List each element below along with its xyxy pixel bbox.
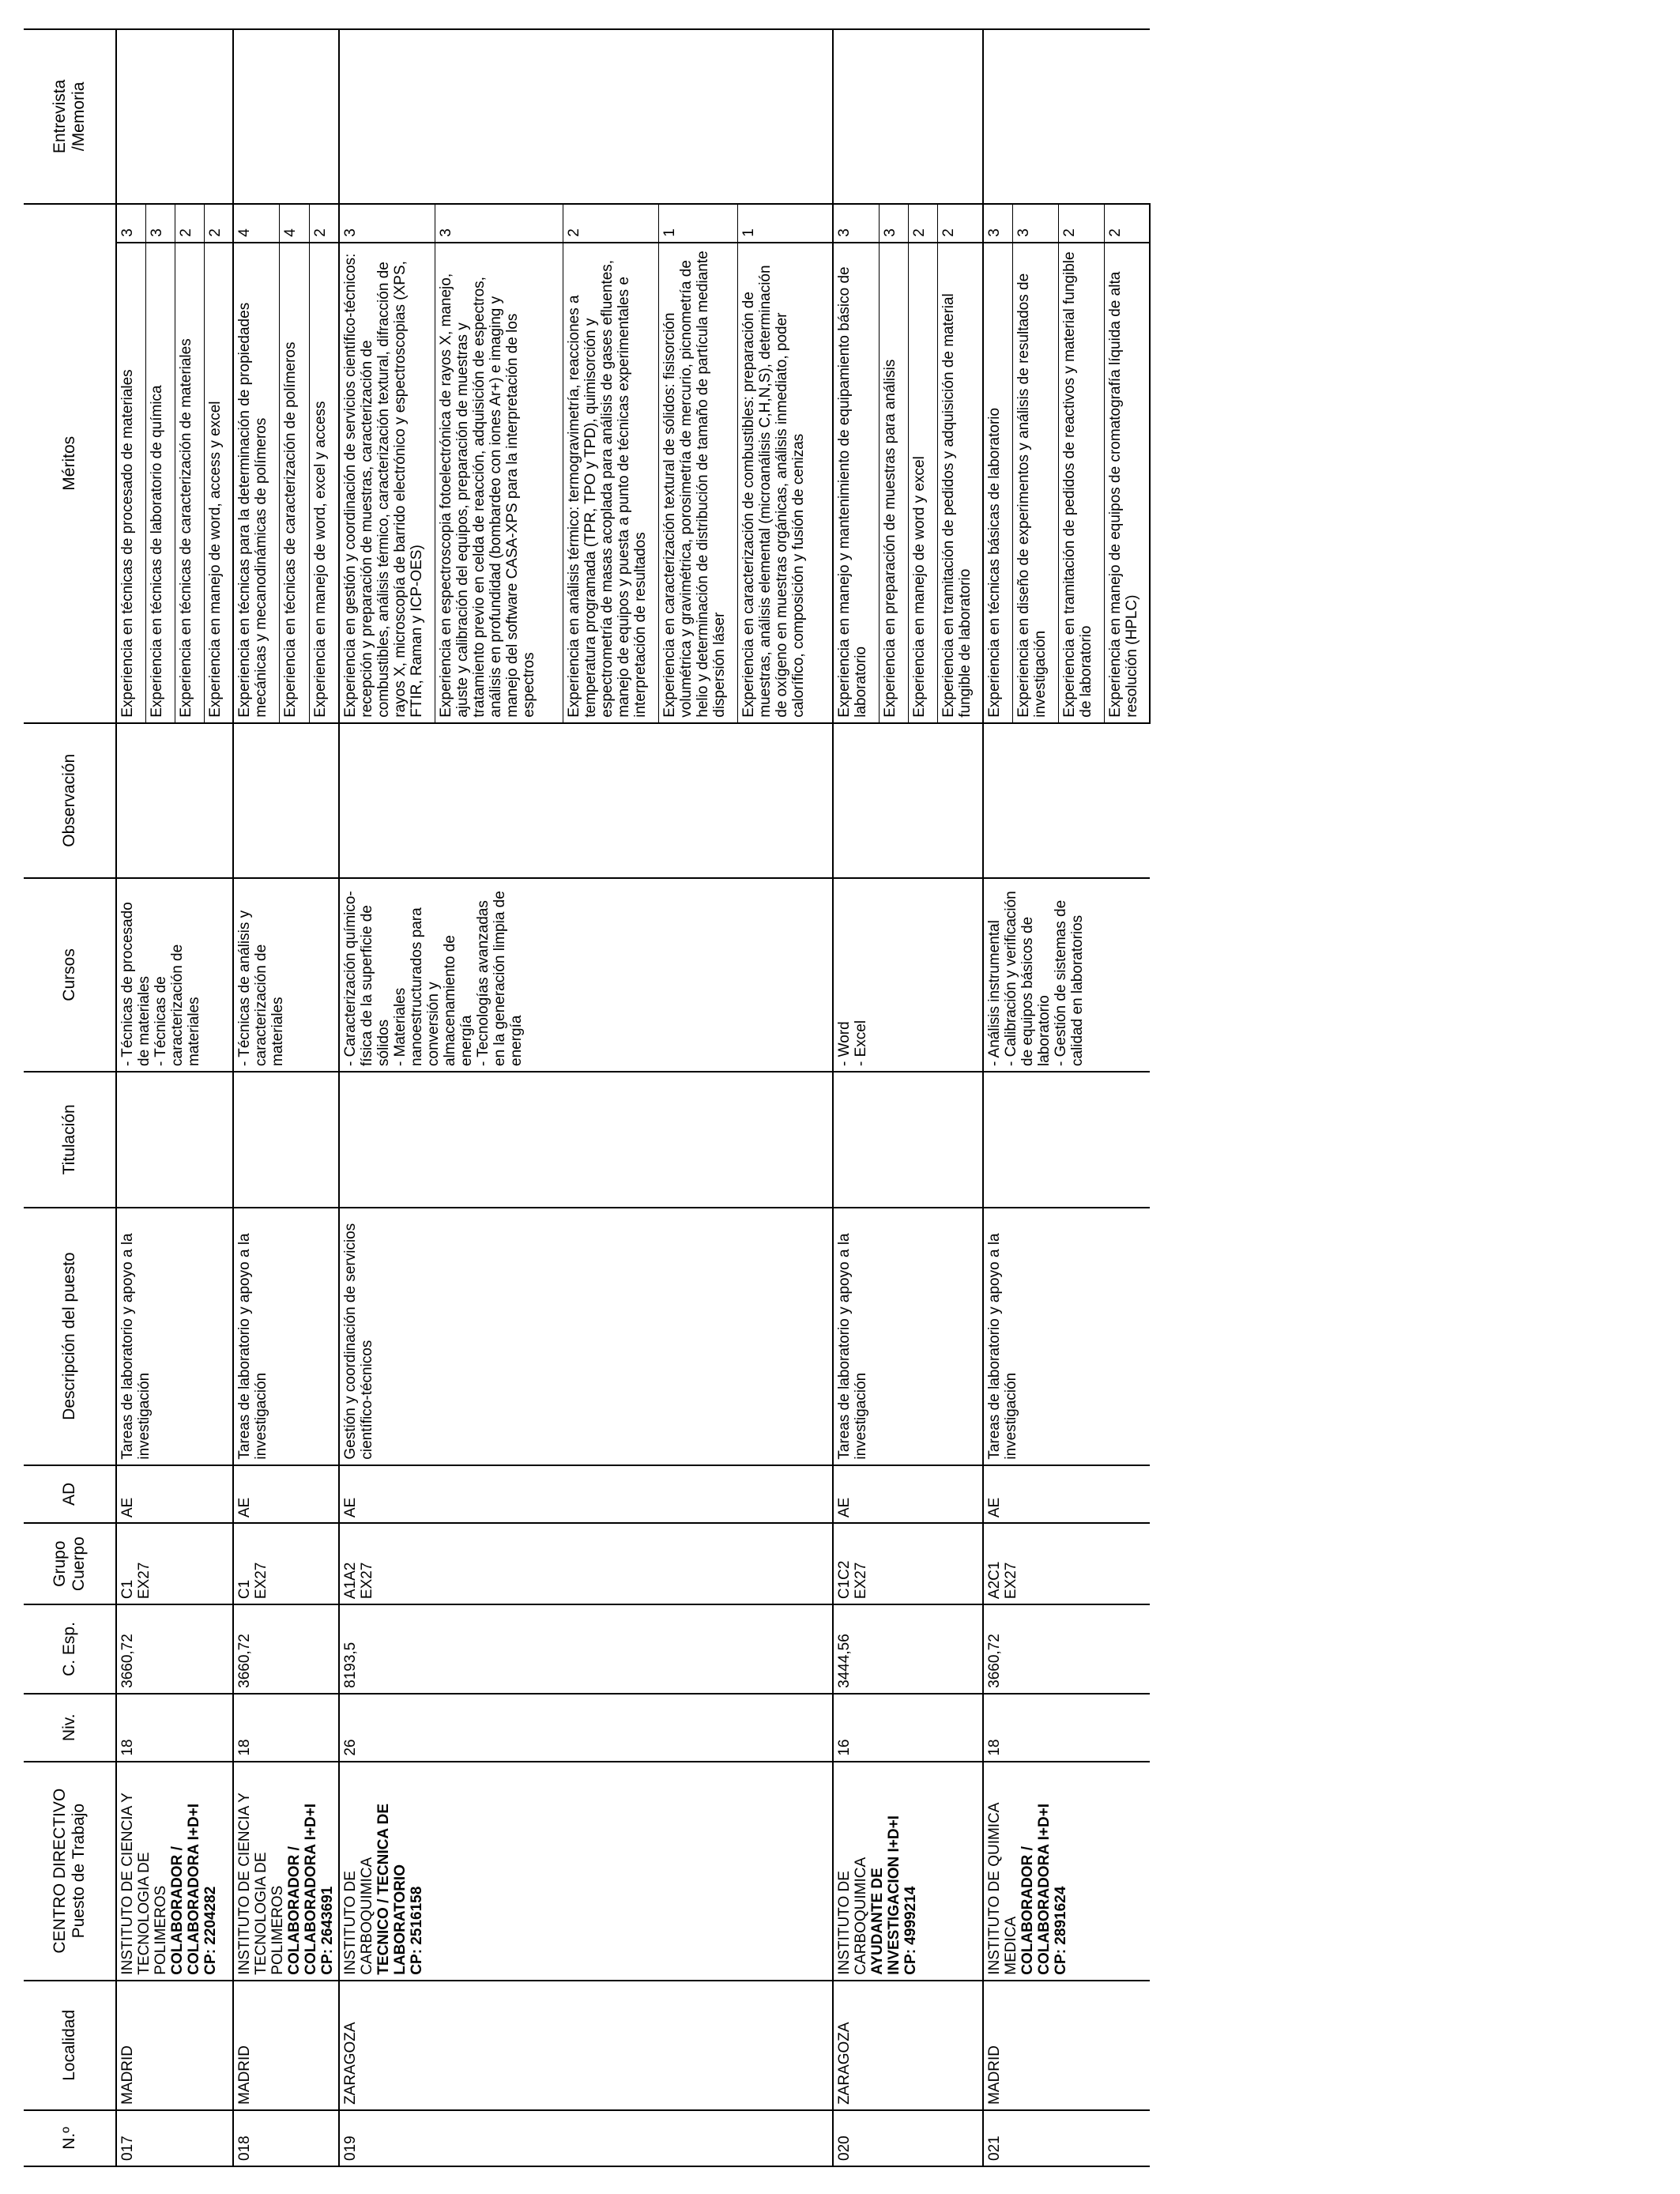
- cell-grupo: [233, 1523, 339, 1604]
- cell-localidad: MADRID: [116, 1981, 233, 2110]
- header-cesp: C. Esp.: [24, 1604, 116, 1694]
- merito-points: 2: [309, 204, 339, 243]
- cuerpo-value: EX27: [1003, 1562, 1019, 1600]
- puesto-name: TECNICO / TECNICA DE LABORATORIO: [375, 1803, 409, 1975]
- cell-localidad: ZARAGOZA: [833, 1981, 983, 2110]
- cell-num: 017: [116, 2110, 233, 2166]
- cell-observacion: [833, 723, 983, 878]
- cell-cursos: [983, 878, 1150, 1072]
- cell-localidad: ZARAGOZA: [339, 1981, 833, 2110]
- puesto-name: AYUDANTE DE INVESTIGACION I+D+I: [869, 1815, 902, 1975]
- merito-text: Experiencia en tramitación de pedidos y adquisición de material fungible de laboratorio: [937, 243, 983, 723]
- cell-niv: 18: [233, 1694, 339, 1762]
- cell-titulacion: [983, 1072, 1150, 1208]
- cell-grupo: [833, 1523, 983, 1604]
- merito-text: Experiencia en caracterización de combustibles: preparación de muestras, análisis elemental (microanálisis C,H,N,S), determinación de oxígeno en muestras orgánicas, análisis inmediato, poder calorífico, composición y fusión de cenizas: [737, 243, 833, 723]
- cp-code: CP: 2516158: [409, 1886, 425, 1975]
- cell-ad: AE: [339, 1465, 833, 1524]
- cell-cursos: [116, 878, 233, 1072]
- curso-item: - Materiales nanoestructurados para conversión y almacenamiento de energía: [392, 907, 475, 1066]
- grupo-value: C1C2: [836, 1560, 853, 1600]
- header-descripcion: Descripción del puesto: [24, 1208, 116, 1465]
- merito-text: Experiencia en preparación de muestras para análisis: [879, 243, 908, 723]
- cell-centro: [233, 1762, 339, 1981]
- merito-text: Experiencia en manejo de word, access y excel: [204, 243, 233, 723]
- merito-text: Experiencia en manejo de equipos de cromatografía líquida de alta resolución (HPLC): [1104, 243, 1150, 723]
- merito-points: 2: [908, 204, 937, 243]
- merito-points: 3: [435, 204, 563, 243]
- merito-text: Experiencia en manejo y mantenimiento de equipamiento básico de laboratorio: [833, 243, 879, 723]
- merito-points: 4: [280, 204, 310, 243]
- cell-niv: 16: [833, 1694, 983, 1762]
- merito-points: 3: [339, 204, 435, 243]
- cell-ad: AE: [116, 1465, 233, 1524]
- curso-item: - Tecnologías avanzadas en la generación limpia de energía: [475, 891, 525, 1066]
- cell-titulacion: [339, 1072, 833, 1208]
- cell-observacion: [339, 723, 833, 878]
- merito-text: Experiencia en técnicas de laboratorio de química: [145, 243, 175, 723]
- merito-text: Experiencia en caracterización textural de sólidos: fisisorción volumétrica y gravimétrica, porosimetría de mercurio, picnometría de helio y determinación de distribución de tamaño de partícula mediante dispersión láser: [658, 243, 737, 723]
- puesto-name: COLABORADOR / COLABORADORA I+D+I: [169, 1803, 202, 1975]
- header-grupo-line2: Cuerpo: [70, 1536, 88, 1592]
- curso-item: - Gestión de sistemas de calidad en laboratorios: [1053, 899, 1086, 1066]
- header-centro: [24, 1762, 116, 1981]
- header-centro-line2: Puesto de Trabajo: [70, 1803, 88, 1939]
- cell-centro: [833, 1762, 983, 1981]
- merito-points: 3: [145, 204, 175, 243]
- cell-descripcion: Gestión y coordinación de servicios científico-técnicos: [339, 1208, 833, 1465]
- cell-grupo: [339, 1523, 833, 1604]
- header-cursos: Cursos: [24, 878, 116, 1072]
- centro-name: INSTITUTO DE CIENCIA Y TECNOLOGIA DE POLIMEROS: [119, 1793, 169, 1975]
- header-grupo: [24, 1523, 116, 1604]
- cell-entrevista: [833, 29, 983, 204]
- merito-points: 3: [833, 204, 879, 243]
- puesto-name: COLABORADOR / COLABORADORA I+D+I: [286, 1803, 319, 1975]
- cell-cursos: [339, 878, 833, 1072]
- header-localidad: Localidad: [24, 1981, 116, 2110]
- cell-observacion: [233, 723, 339, 878]
- cell-grupo: [116, 1523, 233, 1604]
- merito-text: Experiencia en manejo de word y excel: [908, 243, 937, 723]
- cell-observacion: [116, 723, 233, 878]
- merito-points: 2: [204, 204, 233, 243]
- positions-table: [24, 28, 1151, 2167]
- merito-points: 4: [233, 204, 280, 243]
- merito-text: Experiencia en manejo de word, excel y access: [309, 243, 339, 723]
- cell-cesp: 3660,72: [983, 1604, 1150, 1694]
- cell-titulacion: [833, 1072, 983, 1208]
- table-row: [339, 29, 435, 2166]
- cell-num: 019: [339, 2110, 833, 2166]
- merito-text: Experiencia en gestión y coordinación de servicios científico-técnicos: recepción y preparación de muestras, caracterización de combustibles, análisis térmico, caracterización textural, difracción de rayos X, microscopía de barrido electrónico y espectroscopias (XPS, FTIR, Raman y ICP-OES): [339, 243, 435, 723]
- cp-code: CP: 2643691: [319, 1886, 336, 1975]
- cell-cesp: 8193,5: [339, 1604, 833, 1694]
- header-entrevista-line2: /Memoria: [70, 81, 88, 152]
- merito-points: 3: [1012, 204, 1058, 243]
- header-entrevista-line1: Entrevista: [51, 79, 69, 154]
- cuerpo-value: EX27: [253, 1562, 269, 1600]
- header-meritos: Méritos: [24, 204, 116, 723]
- cuerpo-value: EX27: [853, 1562, 869, 1600]
- merito-points: 2: [1058, 204, 1104, 243]
- header-observacion: Observación: [24, 723, 116, 878]
- centro-name: INSTITUTO DE CARBOQUIMICA: [836, 1857, 869, 1975]
- merito-points: 2: [175, 204, 204, 243]
- merito-text: Experiencia en técnicas de caracterización de polímeros: [280, 243, 310, 723]
- cell-entrevista: [116, 29, 233, 204]
- cp-code: CP: 2204282: [202, 1886, 219, 1975]
- cuerpo-value: EX27: [136, 1562, 153, 1600]
- cell-cesp: 3660,72: [116, 1604, 233, 1694]
- cp-code: CP: 4999214: [902, 1886, 919, 1975]
- merito-points: 1: [737, 204, 833, 243]
- puesto-name: COLABORADOR / COLABORADORA I+D+I: [1019, 1803, 1053, 1975]
- cell-num: 018: [233, 2110, 339, 2166]
- cell-grupo: [983, 1523, 1150, 1604]
- merito-text: Experiencia en técnicas de caracterización de materiales: [175, 243, 204, 723]
- cell-cesp: 3660,72: [233, 1604, 339, 1694]
- table-row: [116, 29, 145, 2166]
- merito-points: 2: [937, 204, 983, 243]
- cell-num: 021: [983, 2110, 1150, 2166]
- cell-titulacion: [116, 1072, 233, 1208]
- cell-niv: 18: [116, 1694, 233, 1762]
- header-num: N.º: [24, 2110, 116, 2166]
- centro-name: INSTITUTO DE CARBOQUIMICA: [342, 1857, 375, 1975]
- merito-text: Experiencia en espectroscopia fotoelectrónica de rayos X, manejo, ajuste y calibración del equipos, preparación de muestras y tratamiento previo en celda de reacción, adquisición de espectros, análisis en profundidad (bombardeo con iones Ar+) e imaging y manejo del software CASA-XPS para la interpretación de los espectros: [435, 243, 563, 723]
- cell-ad: AE: [233, 1465, 339, 1524]
- cell-niv: 18: [983, 1694, 1150, 1762]
- cell-descripcion: Tareas de laboratorio y apoyo a la investigación: [116, 1208, 233, 1465]
- cell-cursos: [833, 878, 983, 1072]
- curso-item: - Excel: [853, 1020, 869, 1066]
- grupo-value: C1: [119, 1579, 136, 1600]
- merito-points: 1: [658, 204, 737, 243]
- cell-niv: 26: [339, 1694, 833, 1762]
- table-row: [233, 29, 280, 2166]
- merito-points: 3: [879, 204, 908, 243]
- header-entrevista: [24, 29, 116, 204]
- merito-text: Experiencia en análisis térmico: termogravimetría, reacciones a temperatura programada (TPR, TPO y TPD), quimisorción y espectrometría de masas acoplada para análisis de gases efluentes, manejo de equipos y puesta a punto de técnicas experimentales e interpretación de resultados: [563, 243, 658, 723]
- grupo-value: C1: [236, 1579, 253, 1600]
- header-niv: Niv.: [24, 1694, 116, 1762]
- cell-centro: [339, 1762, 833, 1981]
- cell-cursos: [233, 878, 339, 1072]
- cell-entrevista: [339, 29, 833, 204]
- grupo-value: A1A2: [342, 1562, 359, 1600]
- header-row: [24, 29, 116, 2166]
- cell-ad: AE: [983, 1465, 1150, 1524]
- cell-descripcion: Tareas de laboratorio y apoyo a la investigación: [833, 1208, 983, 1465]
- cuerpo-value: EX27: [359, 1562, 375, 1600]
- cell-ad: AE: [833, 1465, 983, 1524]
- centro-name: INSTITUTO DE QUIMICA MEDICA: [986, 1803, 1019, 1975]
- cell-centro: [983, 1762, 1150, 1981]
- cell-descripcion: Tareas de laboratorio y apoyo a la investigación: [233, 1208, 339, 1465]
- grupo-value: A2C1: [986, 1561, 1003, 1600]
- merito-text: Experiencia en técnicas de procesado de materiales: [116, 243, 145, 723]
- cell-entrevista: [983, 29, 1150, 204]
- cell-localidad: MADRID: [983, 1981, 1150, 2110]
- curso-item: - Técnicas de caracterización de materiales: [153, 944, 202, 1066]
- merito-text: Experiencia en tramitación de pedidos de reactivos y material fungible de laboratorio: [1058, 243, 1104, 723]
- header-ad: AD: [24, 1465, 116, 1524]
- centro-name: INSTITUTO DE CIENCIA Y TECNOLOGIA DE POLIMEROS: [236, 1793, 286, 1975]
- cell-localidad: MADRID: [233, 1981, 339, 2110]
- merito-points: 2: [563, 204, 658, 243]
- header-grupo-line1: Grupo: [51, 1540, 69, 1587]
- cell-num: 020: [833, 2110, 983, 2166]
- merito-text: Experiencia en técnicas básicas de laboratorio: [983, 243, 1012, 723]
- cell-titulacion: [233, 1072, 339, 1208]
- merito-text: Experiencia en técnicas para la determinación de propiedades mecánicas y mecanodinámicas de polímeros: [233, 243, 280, 723]
- merito-text: Experiencia en diseño de experimentos y análisis de resultados de investigación: [1012, 243, 1058, 723]
- cell-cesp: 3444,56: [833, 1604, 983, 1694]
- cp-code: CP: 2891624: [1053, 1886, 1069, 1975]
- merito-points: 3: [983, 204, 1012, 243]
- cell-descripcion: Tareas de laboratorio y apoyo a la investigación: [983, 1208, 1150, 1465]
- cell-observacion: [983, 723, 1150, 878]
- cell-entrevista: [233, 29, 339, 204]
- curso-item: - Técnicas de procesado de materiales: [119, 902, 153, 1066]
- merito-points: 3: [116, 204, 145, 243]
- curso-item: - Análisis instrumental: [986, 920, 1003, 1066]
- header-centro-line1: CENTRO DIRECTIVO: [51, 1788, 69, 1954]
- table-row: [833, 29, 879, 2166]
- curso-item: - Técnicas de análisis y caracterización de materiales: [236, 910, 286, 1066]
- curso-item: - Calibración y verificación de equipos básicos de laboratorio: [1003, 891, 1053, 1066]
- curso-item: - Word: [836, 1021, 853, 1066]
- merito-points: 2: [1104, 204, 1150, 243]
- curso-item: - Caracterización químico-física de la superficie de sólidos: [342, 891, 392, 1066]
- table-body: [116, 29, 1150, 2166]
- table-row: [983, 29, 1012, 2166]
- header-titulacion: Titulación: [24, 1072, 116, 1208]
- cell-centro: [116, 1762, 233, 1981]
